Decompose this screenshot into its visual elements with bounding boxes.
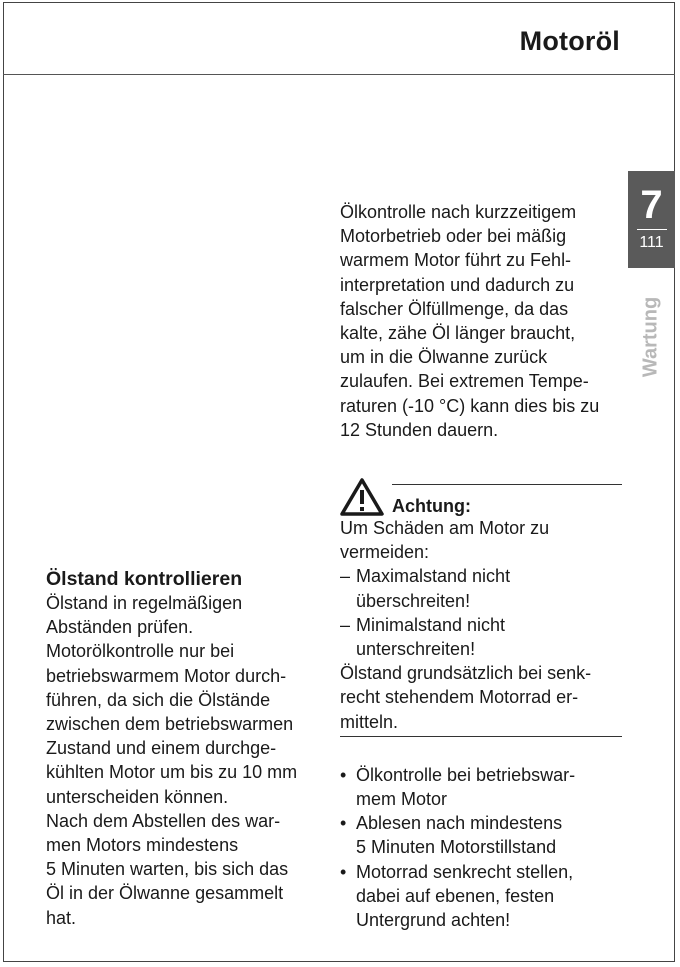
warning-item-text: überschreiten!	[356, 590, 471, 611]
warning-divider-top	[392, 484, 622, 485]
warning-outro-line: Ölstand grundsätzlich bei senk-	[340, 663, 592, 684]
warning-item-text: Maximalstand nicht	[356, 566, 511, 587]
paragraph-line: 12 Stunden dauern.	[340, 419, 499, 440]
left-column	[46, 567, 336, 930]
paragraph-line: Nach dem Abstellen des war-	[46, 810, 281, 831]
paragraph-line: Zustand und einem durchge-	[46, 738, 277, 759]
step-text: dabei auf ebenen, festen	[356, 885, 555, 906]
right-column	[340, 200, 625, 932]
step-text: Ölkontrolle bei betriebswar-	[356, 764, 576, 785]
intro-paragraph	[340, 200, 625, 442]
step-text: Untergrund achten!	[356, 910, 511, 931]
warning-item-text: Minimalstand nicht	[356, 614, 506, 635]
page-title: Motoröl	[519, 26, 620, 56]
step-item	[340, 811, 625, 835]
step-text: 5 Minuten Motorstillstand	[356, 837, 557, 858]
warning-intro-line: vermeiden:	[340, 542, 430, 563]
steps-list	[340, 763, 625, 932]
chapter-tab	[628, 171, 675, 268]
step-text: Ablesen nach mindestens	[356, 813, 563, 834]
paragraph-line: interpretation und dadurch zu	[340, 274, 575, 295]
chapter-number: 7	[640, 183, 663, 227]
paragraph-line: zulaufen. Bei extremen Tempe-	[340, 371, 589, 392]
bullet-marker: •	[340, 764, 347, 785]
paragraph-line: warmem Motor führt zu Fehl-	[340, 250, 572, 271]
paragraph-line: men Motors mindestens	[46, 835, 239, 856]
paragraph-line: Öl in der Ölwanne gesammelt	[46, 883, 284, 904]
paragraph-line: hat.	[46, 907, 77, 928]
step-item	[340, 763, 625, 787]
warning-triangle-icon	[340, 478, 384, 516]
warning-item	[340, 564, 625, 588]
paragraph-line: falscher Ölfüllmenge, da das	[340, 298, 569, 319]
dash-marker: –	[340, 614, 351, 635]
paragraph-line: um in die Ölwanne zurück	[340, 347, 548, 368]
bullet-marker: •	[340, 813, 347, 834]
paragraph-line: unterscheiden können.	[46, 786, 229, 807]
paragraph-line: führen, da sich die Ölstände	[46, 689, 271, 710]
section-heading: Ölstand kontrollieren	[46, 568, 243, 590]
warning-item	[340, 613, 625, 637]
paragraph-line: Abständen prüfen.	[46, 617, 194, 638]
header-divider	[3, 74, 675, 75]
warning-outro-line: mitteln.	[340, 711, 399, 732]
bullet-marker: •	[340, 861, 347, 882]
oil-check-paragraph	[46, 591, 336, 930]
warning-intro-line: Um Schäden am Motor zu	[340, 518, 550, 539]
warning-outro-line: recht stehendem Motorrad er-	[340, 687, 579, 708]
step-text: Motorrad senkrecht stellen,	[356, 861, 574, 882]
step-item	[340, 860, 625, 884]
paragraph-line: betriebswarmem Motor durch-	[46, 665, 287, 686]
warning-item-text: unterschreiten!	[356, 639, 476, 660]
step-text: mem Motor	[356, 789, 448, 810]
paragraph-line: 5 Minuten warten, bis sich das	[46, 859, 289, 880]
paragraph-line: Motorölkontrolle nur bei	[46, 641, 235, 662]
paragraph-line: Ölkontrolle nach kurzzeitigem	[340, 202, 577, 222]
warning-body	[340, 516, 625, 734]
paragraph-line: Motorbetrieb oder bei mäßig	[340, 226, 567, 247]
paragraph-line: raturen (-10 °C) kann dies bis zu	[340, 395, 600, 416]
dash-marker: –	[340, 566, 351, 587]
paragraph-line: Ölstand in regelmäßigen	[46, 593, 243, 613]
paragraph-line: kalte, zähe Öl länger braucht,	[340, 323, 576, 344]
section-label: Wartung	[639, 296, 662, 378]
warning-header	[340, 476, 625, 516]
page-number: 111	[639, 234, 664, 251]
warning-title: Achtung:	[392, 496, 471, 517]
paragraph-line: zwischen dem betriebswarmen	[46, 714, 294, 735]
warning-divider-bottom	[340, 736, 622, 737]
chapter-divider	[637, 229, 667, 230]
paragraph-line: kühlten Motor um bis zu 10 mm	[46, 762, 298, 783]
